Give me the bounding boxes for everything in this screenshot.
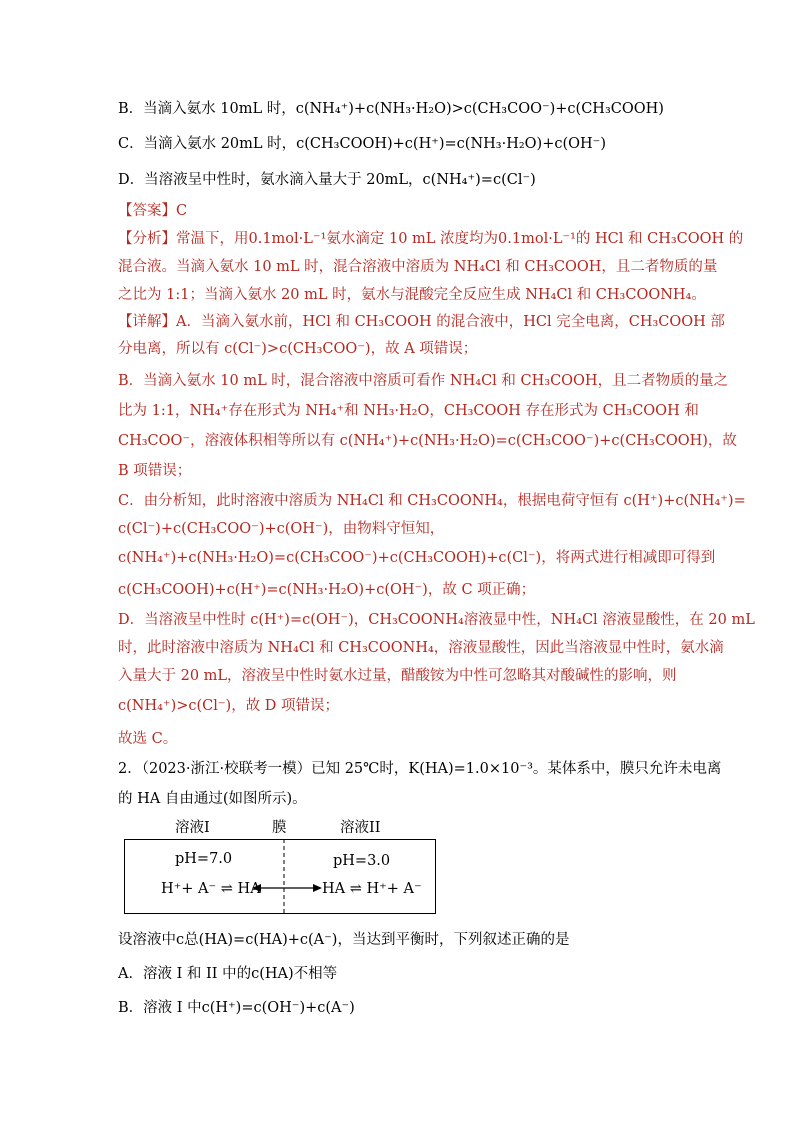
question-2-option-b: B．溶液 I 中c(H⁺)=c(OH⁻)+c(A⁻) (118, 1000, 355, 1016)
analysis-line-1: 【分析】常温下，用0.1mol·L⁻¹氨水滴定 10 mL 浓度均为0.1mol·L⁻¹的 HCl 和 CH₃COOH 的 (118, 231, 744, 247)
analysis-line-2: 混合液。当滴入氨水 10 mL 时，混合溶液中溶质为 NH₄Cl 和 CH₃COOH，且二者物质的量 (118, 259, 718, 275)
ph-right: pH=3.0 (333, 853, 391, 869)
detail-line-13: 入量大于 20 mL，溶液呈中性时氨水过量，醋酸铵为中性可忽略其对酸碱性的影响，则 (118, 668, 677, 684)
detail-line-7: C．由分析知，此时溶液中溶质为 NH₄Cl 和 CH₃COONH₄，根据电荷守恒有 c(H⁺)+c(NH₄⁺)= (118, 493, 746, 509)
arrow-head-right (313, 884, 322, 892)
detail-line-10: c(CH₃COOH)+c(H⁺)=c(NH₃·H₂O)+c(OH⁻)，故 C 项正确； (118, 582, 536, 598)
detail-line-6: B 项错误； (118, 463, 192, 479)
choose-line: 故选 C。 (118, 731, 178, 747)
detail-line-12: 时，此时溶液中溶质为 NH₄Cl 和 CH₃COONH₄，溶液显酸性，因此当溶液显中性时，氨水滴 (118, 640, 724, 656)
analysis-line-3: 之比为 1:1；当滴入氨水 20 mL 时，氨水与混酸完全反应生成 NH₄Cl 和 CH₃COONH₄。 (118, 287, 706, 303)
detail-line-5: CH₃COO⁻，溶液体积相等所以有 c(NH₄⁺)+c(NH₃·H₂O)=c(CH₃COO⁻)+c(CH₃COOH)，故 (118, 433, 737, 449)
option-d: D．当溶液呈中性时，氨水滴入量大于 20mL，c(NH₄⁺)=c(Cl⁻) (118, 172, 536, 188)
option-c: C．当滴入氨水 20mL 时，c(CH₃COOH)+c(H⁺)=c(NH₃·H₂O)+c(OH⁻) (118, 136, 606, 152)
ph-left: pH=7.0 (175, 851, 233, 867)
detail-line-3: B．当滴入氨水 10 mL 时，混合溶液中溶质可看作 NH₄Cl 和 CH₃COOH，且二者物质的量之 (118, 373, 729, 389)
detail-line-11: D．当溶液呈中性时 c(H⁺)=c(OH⁻)，CH₃COONH₄溶液显中性，NH₄Cl 溶液显酸性，在 20 mL (118, 612, 755, 628)
question-2-line-1: 2．（2023·浙江·校联考一模）已知 25℃时，K(HA)=1.0×10⁻³。某体系中，膜只允许未电离 (118, 761, 722, 777)
detail-line-2: 分电离，所以有 c(Cl⁻)>c(CH₃COO⁻)，故 A 项错误； (118, 341, 478, 357)
question-2-stem: 设溶液中c总(HA)=c(HA)+c(A⁻)，当达到平衡时，下列叙述正确的是 (118, 932, 570, 948)
solution-1-label: 溶液I (175, 820, 210, 836)
equilibrium-right: HA ⇌ H⁺+ A⁻ (322, 881, 422, 897)
answer: 【答案】C (118, 203, 188, 219)
detail-line-14: c(NH₄⁺)>c(Cl⁻)，故 D 项错误； (118, 698, 340, 714)
membrane-diagram (124, 839, 436, 914)
detail-line-1: 【详解】A．当滴入氨水前，HCl 和 CH₃COOH 的混合液中，HCl 完全电离，CH₃COOH 部 (118, 314, 725, 330)
question-2-option-a: A．溶液 I 和 II 中的c(HA)不相等 (118, 966, 338, 982)
option-b: B．当滴入氨水 10mL 时，c(NH₄⁺)+c(NH₃·H₂O)>c(CH₃COO⁻)+c(CH₃COOH) (118, 101, 664, 117)
detail-line-8: c(Cl⁻)+c(CH₃COO⁻)+c(OH⁻)，由物料守恒知， (118, 521, 445, 537)
solution-2-label: 溶液II (340, 820, 381, 836)
question-2-line-2: 的 HA 自由通过(如图所示)。 (118, 791, 307, 807)
equilibrium-left: H⁺+ A⁻ ⇌ HA (161, 881, 261, 897)
detail-line-4: 比为 1:1，NH₄⁺存在形式为 NH₄⁺和 NH₃·H₂O，CH₃COOH 存在形式为 CH₃COOH 和 (118, 403, 699, 419)
membrane-label: 膜 (272, 820, 287, 836)
membrane-diagram-svg (124, 839, 436, 914)
detail-line-9: c(NH₄⁺)+c(NH₃·H₂O)=c(CH₃COO⁻)+c(CH₃COOH)+c(Cl⁻)，将两式进行相减即可得到 (118, 550, 716, 566)
